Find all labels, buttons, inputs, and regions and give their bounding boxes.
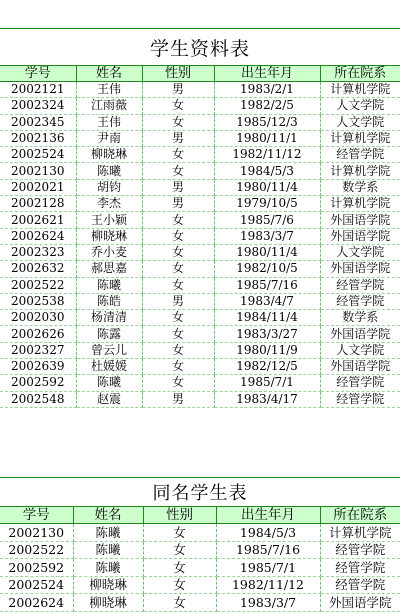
cell-name[interactable]: 陈露 xyxy=(76,326,142,342)
cell-student-id[interactable]: 2002538 xyxy=(0,293,76,309)
cell-birth-date[interactable]: 1980/11/4 xyxy=(214,244,320,260)
cell-name[interactable]: 江雨薇 xyxy=(76,98,142,114)
cell-gender[interactable]: 男 xyxy=(142,293,214,309)
cell-birth-date[interactable]: 1984/5/3 xyxy=(216,524,320,542)
cell-gender[interactable]: 女 xyxy=(142,114,214,130)
cell-birth-date[interactable]: 1984/5/3 xyxy=(214,163,320,179)
table-row xyxy=(0,228,400,244)
cell-name[interactable]: 尹南 xyxy=(76,130,142,146)
table-row xyxy=(0,277,400,293)
cell-gender[interactable]: 女 xyxy=(142,359,214,375)
cell-birth-date[interactable]: 1983/3/27 xyxy=(214,326,320,342)
table-body xyxy=(0,82,400,408)
cell-student-id[interactable]: 2002021 xyxy=(0,179,76,195)
cell-birth-date[interactable]: 1980/11/1 xyxy=(214,130,320,146)
cell-department[interactable]: 人文学院 xyxy=(320,114,400,130)
cell-birth-date[interactable]: 1983/2/1 xyxy=(214,82,320,98)
cell-department[interactable]: 人文学院 xyxy=(320,98,400,114)
cell-name[interactable]: 柳晓琳 xyxy=(73,594,143,612)
cell-birth-date[interactable]: 1983/3/7 xyxy=(214,228,320,244)
cell-department[interactable]: 计算机学院 xyxy=(320,163,400,179)
cell-name[interactable]: 陈曦 xyxy=(76,163,142,179)
cell-name[interactable]: 柳晓琳 xyxy=(73,576,143,594)
table-row xyxy=(0,559,400,577)
table-row xyxy=(0,375,400,391)
cell-birth-date[interactable]: 1983/4/7 xyxy=(214,293,320,309)
cell-birth-date[interactable]: 1985/7/6 xyxy=(214,212,320,228)
cell-gender[interactable]: 女 xyxy=(143,524,216,542)
cell-department[interactable]: 经管学院 xyxy=(320,559,400,577)
student-info-sheet xyxy=(0,28,400,408)
column-header-student-id[interactable]: 学号 xyxy=(0,66,76,82)
cell-birth-date[interactable]: 1980/11/4 xyxy=(214,179,320,195)
cell-student-id[interactable]: 2002121 xyxy=(0,82,76,98)
cell-birth-date[interactable]: 1979/10/5 xyxy=(214,196,320,212)
cell-name[interactable]: 赵震 xyxy=(76,391,142,407)
cell-student-id[interactable]: 2002522 xyxy=(0,541,73,559)
cell-student-id[interactable]: 2002128 xyxy=(0,196,76,212)
table-row xyxy=(0,114,400,130)
table-row xyxy=(0,130,400,146)
cell-name[interactable]: 郝思嘉 xyxy=(76,261,142,277)
header-row xyxy=(0,66,400,82)
table-row xyxy=(0,359,400,375)
column-header-department[interactable]: 所在院系 xyxy=(320,507,400,524)
column-header-gender[interactable]: 性别 xyxy=(142,66,214,82)
cell-name[interactable]: 柳晓琳 xyxy=(76,147,142,163)
cell-birth-date[interactable]: 1982/12/5 xyxy=(214,359,320,375)
cell-student-id[interactable]: 2002030 xyxy=(0,310,76,326)
table-row xyxy=(0,310,400,326)
cell-student-id[interactable]: 2002345 xyxy=(0,114,76,130)
cell-department[interactable]: 人文学院 xyxy=(320,244,400,260)
cell-birth-date[interactable]: 1982/10/5 xyxy=(214,261,320,277)
table-row xyxy=(0,261,400,277)
cell-name[interactable]: 陈曦 xyxy=(73,541,143,559)
cell-student-id[interactable]: 2002130 xyxy=(0,163,76,179)
column-header-name[interactable]: 姓名 xyxy=(76,66,142,82)
cell-department[interactable]: 计算机学院 xyxy=(320,196,400,212)
cell-name[interactable]: 王伟 xyxy=(76,82,142,98)
cell-name[interactable]: 陈曦 xyxy=(76,277,142,293)
same-name-table xyxy=(0,507,400,612)
cell-name[interactable]: 曾云儿 xyxy=(76,342,142,358)
cell-gender[interactable]: 女 xyxy=(142,277,214,293)
cell-gender[interactable]: 女 xyxy=(142,375,214,391)
table-row xyxy=(0,524,400,542)
cell-student-id[interactable]: 2002639 xyxy=(0,359,76,375)
cell-student-id[interactable]: 2002524 xyxy=(0,576,73,594)
cell-name[interactable]: 陈皓 xyxy=(76,293,142,309)
cell-gender[interactable]: 女 xyxy=(142,212,214,228)
table-row xyxy=(0,326,400,342)
cell-gender[interactable]: 男 xyxy=(142,196,214,212)
table-row xyxy=(0,163,400,179)
cell-gender[interactable]: 男 xyxy=(142,391,214,407)
cell-student-id[interactable]: 2002327 xyxy=(0,342,76,358)
cell-department[interactable]: 计算机学院 xyxy=(320,524,400,542)
table-row xyxy=(0,342,400,358)
column-header-department[interactable]: 所在院系 xyxy=(320,66,400,82)
cell-gender[interactable]: 女 xyxy=(143,594,216,612)
cell-student-id[interactable]: 2002632 xyxy=(0,261,76,277)
cell-department[interactable]: 经管学院 xyxy=(320,391,400,407)
cell-student-id[interactable]: 2002621 xyxy=(0,212,76,228)
cell-name[interactable]: 王伟 xyxy=(76,114,142,130)
table-row xyxy=(0,576,400,594)
cell-birth-date[interactable]: 1983/3/7 xyxy=(216,594,320,612)
same-name-sheet xyxy=(0,477,400,612)
cell-name[interactable]: 杜媛媛 xyxy=(76,359,142,375)
cell-department[interactable]: 外国语学院 xyxy=(320,359,400,375)
cell-gender[interactable]: 女 xyxy=(143,541,216,559)
cell-birth-date[interactable]: 1983/4/17 xyxy=(214,391,320,407)
table-row xyxy=(0,196,400,212)
header-row xyxy=(0,507,400,524)
cell-gender[interactable]: 女 xyxy=(142,342,214,358)
cell-department[interactable]: 经管学院 xyxy=(320,147,400,163)
cell-student-id[interactable]: 2002130 xyxy=(0,524,73,542)
cell-gender[interactable]: 女 xyxy=(143,576,216,594)
cell-student-id[interactable]: 2002524 xyxy=(0,147,76,163)
table-row xyxy=(0,147,400,163)
cell-department[interactable]: 人文学院 xyxy=(320,342,400,358)
table-row xyxy=(0,391,400,407)
column-header-gender[interactable]: 性别 xyxy=(143,507,216,524)
cell-name[interactable]: 陈曦 xyxy=(73,559,143,577)
cell-name[interactable]: 李杰 xyxy=(76,196,142,212)
cell-student-id[interactable]: 2002624 xyxy=(0,594,73,612)
cell-gender[interactable]: 女 xyxy=(142,228,214,244)
cell-student-id[interactable]: 2002323 xyxy=(0,244,76,260)
cell-name[interactable]: 柳晓琳 xyxy=(76,228,142,244)
cell-student-id[interactable]: 2002592 xyxy=(0,559,73,577)
cell-department[interactable]: 外国语学院 xyxy=(320,594,400,612)
cell-department[interactable]: 经管学院 xyxy=(320,375,400,391)
cell-name[interactable]: 杨清清 xyxy=(76,310,142,326)
cell-department[interactable]: 外国语学院 xyxy=(320,326,400,342)
table-body xyxy=(0,524,400,612)
cell-gender[interactable]: 男 xyxy=(142,82,214,98)
cell-student-id[interactable]: 2002548 xyxy=(0,391,76,407)
cell-name[interactable]: 胡钧 xyxy=(76,179,142,195)
cell-birth-date[interactable]: 1982/11/12 xyxy=(214,147,320,163)
cell-department[interactable]: 数学系 xyxy=(320,310,400,326)
cell-student-id[interactable]: 2002624 xyxy=(0,228,76,244)
table-row xyxy=(0,594,400,612)
cell-gender[interactable]: 女 xyxy=(142,261,214,277)
column-header-student-id[interactable]: 学号 xyxy=(0,507,73,524)
cell-department[interactable]: 经管学院 xyxy=(320,293,400,309)
cell-department[interactable]: 经管学院 xyxy=(320,576,400,594)
table-row xyxy=(0,82,400,98)
cell-department[interactable]: 外国语学院 xyxy=(320,261,400,277)
cell-birth-date[interactable]: 1982/11/12 xyxy=(216,576,320,594)
cell-name[interactable]: 乔小麦 xyxy=(76,244,142,260)
cell-birth-date[interactable]: 1985/7/1 xyxy=(216,559,320,577)
sheet-title: 同名学生表 xyxy=(0,477,400,507)
cell-name[interactable]: 陈曦 xyxy=(76,375,142,391)
cell-name[interactable]: 王小颖 xyxy=(76,212,142,228)
table-row xyxy=(0,541,400,559)
student-table xyxy=(0,66,400,408)
cell-gender[interactable]: 男 xyxy=(142,179,214,195)
column-header-birth-date[interactable]: 出生年月 xyxy=(216,507,320,524)
table-row xyxy=(0,244,400,260)
cell-student-id[interactable]: 2002592 xyxy=(0,375,76,391)
cell-student-id[interactable]: 2002324 xyxy=(0,98,76,114)
cell-student-id[interactable]: 2002522 xyxy=(0,277,76,293)
cell-department[interactable]: 外国语学院 xyxy=(320,228,400,244)
cell-gender[interactable]: 女 xyxy=(142,147,214,163)
cell-gender[interactable]: 女 xyxy=(142,98,214,114)
cell-department[interactable]: 计算机学院 xyxy=(320,82,400,98)
table-row xyxy=(0,98,400,114)
cell-gender[interactable]: 女 xyxy=(142,326,214,342)
table-row xyxy=(0,179,400,195)
cell-gender[interactable]: 女 xyxy=(142,310,214,326)
table-row xyxy=(0,293,400,309)
cell-gender[interactable]: 女 xyxy=(143,559,216,577)
cell-student-id[interactable]: 2002136 xyxy=(0,130,76,146)
cell-department[interactable]: 外国语学院 xyxy=(320,212,400,228)
sheet-title: 学生资料表 xyxy=(0,28,400,66)
cell-student-id[interactable]: 2002626 xyxy=(0,326,76,342)
cell-birth-date[interactable]: 1985/7/16 xyxy=(216,541,320,559)
cell-department[interactable]: 数学系 xyxy=(320,179,400,195)
cell-gender[interactable]: 女 xyxy=(142,163,214,179)
column-header-birth-date[interactable]: 出生年月 xyxy=(214,66,320,82)
cell-birth-date[interactable]: 1984/11/4 xyxy=(214,310,320,326)
cell-birth-date[interactable]: 1982/2/5 xyxy=(214,98,320,114)
cell-birth-date[interactable]: 1980/11/9 xyxy=(214,342,320,358)
cell-department[interactable]: 计算机学院 xyxy=(320,130,400,146)
cell-department[interactable]: 经管学院 xyxy=(320,541,400,559)
cell-name[interactable]: 陈曦 xyxy=(73,524,143,542)
cell-birth-date[interactable]: 1985/12/3 xyxy=(214,114,320,130)
cell-birth-date[interactable]: 1985/7/16 xyxy=(214,277,320,293)
cell-gender[interactable]: 男 xyxy=(142,130,214,146)
cell-birth-date[interactable]: 1985/7/1 xyxy=(214,375,320,391)
column-header-name[interactable]: 姓名 xyxy=(73,507,143,524)
cell-department[interactable]: 经管学院 xyxy=(320,277,400,293)
table-row xyxy=(0,212,400,228)
cell-gender[interactable]: 女 xyxy=(142,244,214,260)
